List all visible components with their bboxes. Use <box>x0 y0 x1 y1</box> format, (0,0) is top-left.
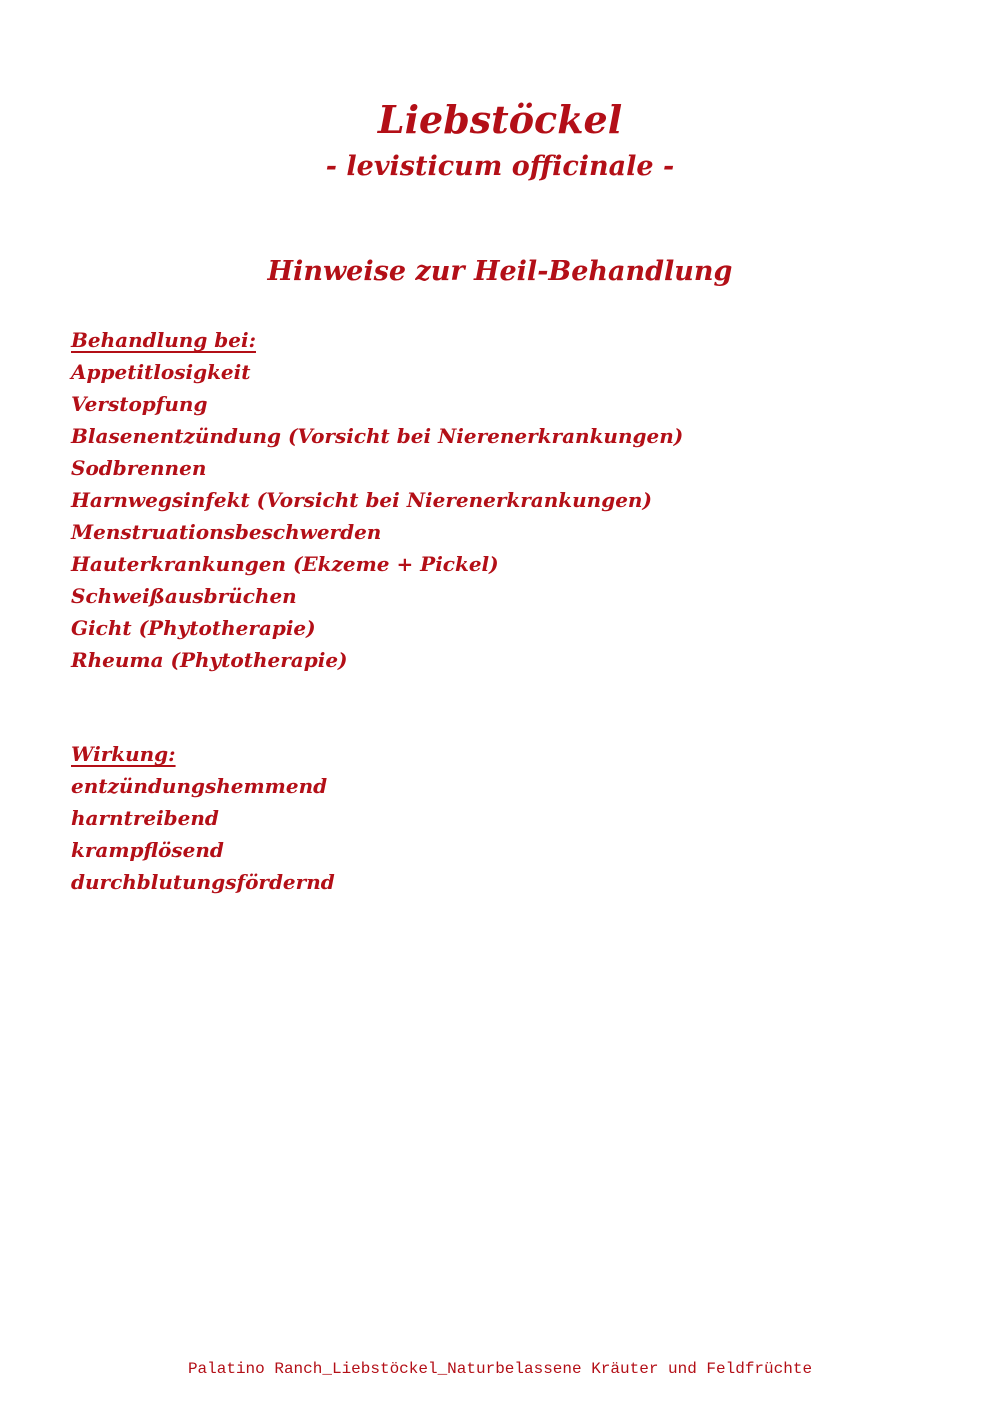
treatment-item: Sodbrennen <box>71 456 207 480</box>
effect-item: krampflösend <box>71 838 224 862</box>
effect-item: harntreibend <box>71 806 219 830</box>
treatment-item: Schweißausbrüchen <box>71 584 297 608</box>
effect-label: Wirkung: <box>71 742 176 766</box>
document-title: Liebstöckel <box>377 97 623 142</box>
effect-item: durchblutungsfördernd <box>71 870 335 894</box>
effect-item: entzündungshemmend <box>71 774 328 798</box>
effect-section <box>71 738 951 898</box>
treatment-item: Blasenentzündung (Vorsicht bei Nierenerkrankungen) <box>71 424 684 448</box>
treatment-item: Harnwegsinfekt (Vorsicht bei Nierenerkrankungen) <box>71 488 652 512</box>
botanical-name: - levisticum officinale - <box>325 151 675 182</box>
treatment-item: Rheuma (Phytotherapie) <box>71 648 348 672</box>
page-footer: Palatino Ranch_Liebstöckel_Naturbelassene Kräuter und Feldfrüchte <box>187 1360 813 1378</box>
treatment-list <box>71 356 951 676</box>
treatment-item: Menstruationsbeschwerden <box>71 520 382 544</box>
treatment-label: Behandlung bei: <box>71 328 256 352</box>
treatment-item: Gicht (Phytotherapie) <box>71 616 316 640</box>
effect-list <box>71 770 951 898</box>
treatment-item: Hauterkrankungen (Ekzeme + Pickel) <box>71 552 499 576</box>
treatment-item: Appetitlosigkeit <box>71 360 251 384</box>
treatment-item: Verstopfung <box>71 392 208 416</box>
section-heading: Hinweise zur Heil-Behandlung <box>267 256 733 287</box>
treatment-section <box>71 324 951 676</box>
